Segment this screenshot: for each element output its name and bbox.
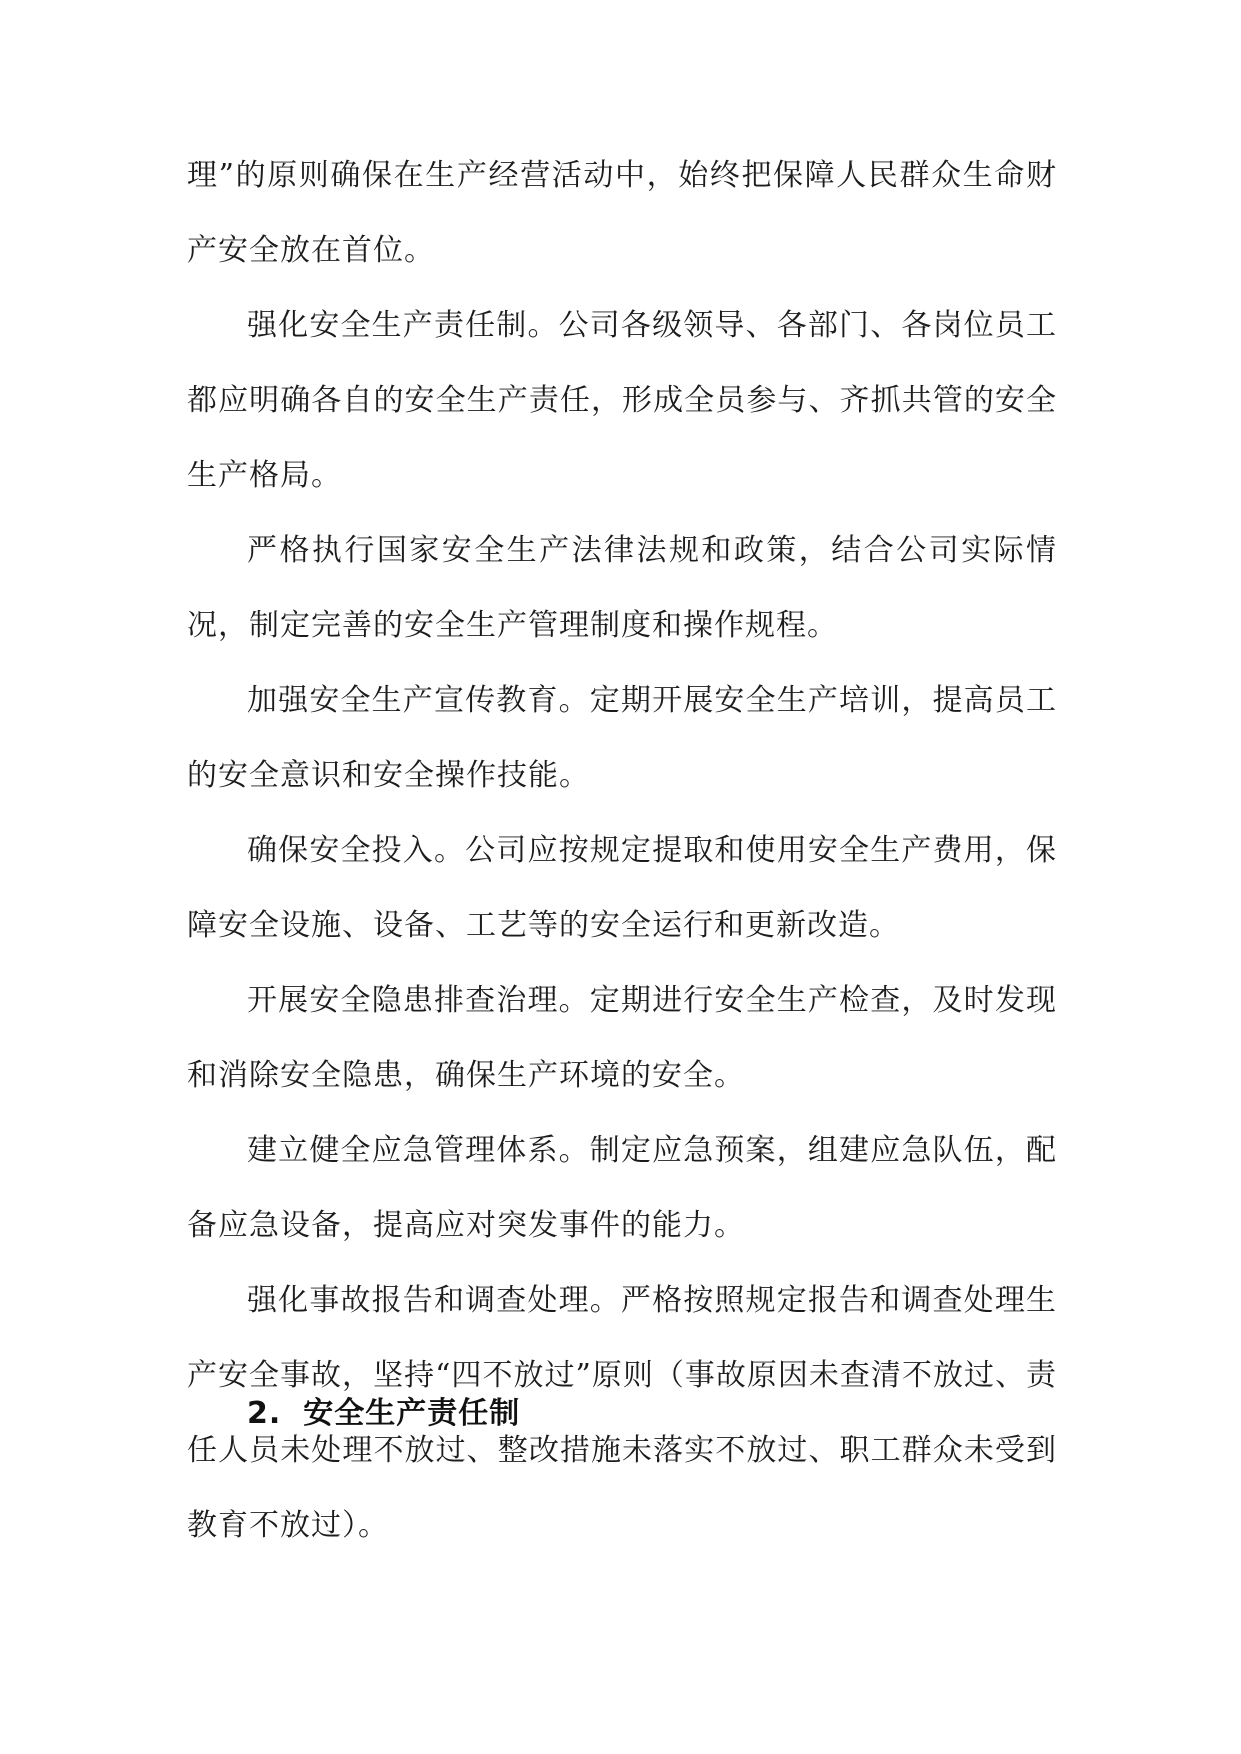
section-heading	[247, 1394, 520, 1434]
paragraph-education: 加强安全生产宣传教育。定期开展安全生产培训，提高员工的安全意识和安全操作技能。	[187, 683, 1057, 793]
paragraph-accident-reporting: 强化事故报告和调查处理。严格按照规定报告和调查处理生产安全事故，坚持“四不放过”原则（事故原因未查清不放过、责任人员未处理不放过、整改措施未落实不放过、职工群众未受到教育不放过）。	[187, 1283, 1057, 1543]
paragraph-continuation: 理”的原则确保在生产经营活动中，始终把保障人民群众生命财产安全放在首位。	[187, 158, 1057, 268]
paragraph-emergency-management: 建立健全应急管理体系。制定应急预案，组建应急队伍，配备应急设备，提高应对突发事件的能力。	[187, 1133, 1057, 1243]
paragraph-responsibility-system: 强化安全生产责任制。公司各级领导、各部门、各岗位员工都应明确各自的安全生产责任，形成全员参与、齐抓共管的安全生产格局。	[187, 308, 1057, 493]
paragraph-hazard-inspection: 开展安全隐患排查治理。定期进行安全生产检查，及时发现和消除安全隐患，确保生产环境的安全。	[187, 983, 1057, 1093]
section-title: 安全生产责任制	[303, 1396, 521, 1431]
section-number: 2.	[247, 1396, 282, 1431]
body-text	[187, 138, 1057, 1563]
paragraph-regulations: 严格执行国家安全生产法律法规和政策，结合公司实际情况，制定完善的安全生产管理制度和操作规程。	[187, 533, 1057, 643]
paragraph-investment: 确保安全投入。公司应按规定提取和使用安全生产费用，保障安全设施、设备、工艺等的安全运行和更新改造。	[187, 833, 1057, 943]
